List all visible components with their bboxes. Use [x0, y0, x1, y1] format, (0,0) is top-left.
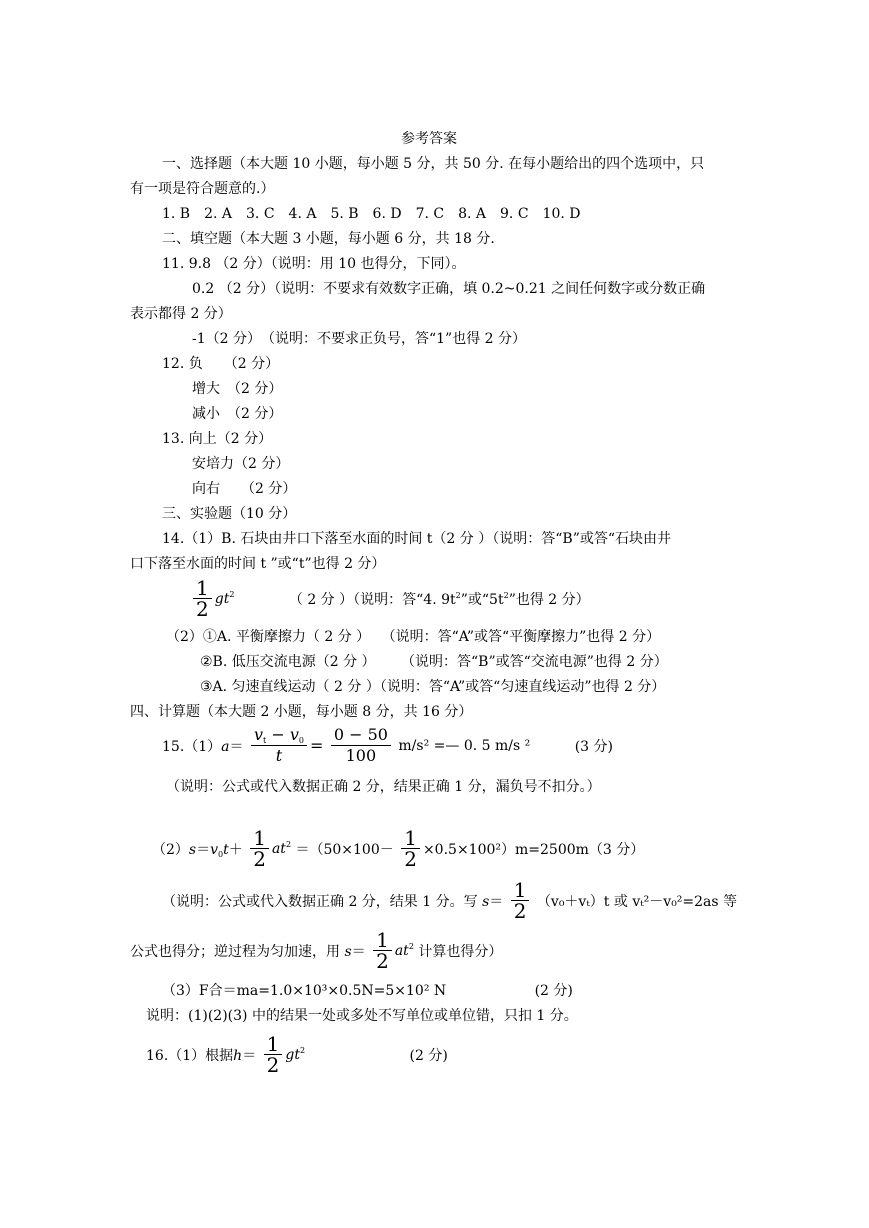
section3-heading: 三、实验题（10 分）	[162, 506, 297, 522]
half-fraction-2: $\frac{1}{2}$	[250, 828, 269, 869]
half-fraction: $\frac{1}{2}$	[193, 578, 212, 619]
q14-2-line2: ②B. 低压交流电源（2 分 ） （说明：答“B”或答“交流电源”也得 2 分）	[200, 654, 668, 670]
section1-heading-cont: 有一项是符合题意的.）	[130, 181, 275, 197]
q11-line1: 11. 9.8 （2 分）（说明：用 10 也得分，下同）。	[162, 256, 466, 272]
q12-line2: 增大 （2 分）	[192, 381, 283, 397]
q14-note-c: ”也得 2 分）	[508, 591, 590, 608]
q15-2-note-line1: （说明：公式或代入数据正确 2 分，结果 1 分。写 s＝ $\frac{1}{2}$ （v₀＋vₜ）t 或 vₜ²－v₀²=2as 等	[162, 878, 738, 923]
accel-fraction-right: $\frac{0 - 50}{100}$	[331, 725, 391, 766]
half-fraction-6: $\frac{1}{2}$	[264, 1034, 283, 1075]
q11-line4: -1（2 分） （说明：不要求正负号，答“1”也得 2 分）	[192, 331, 527, 347]
q15-2-note-line2: 公式也得分；逆过程为匀加速，用 s＝ $\frac{1}{2}$ $at^2$ 计算也得分）	[130, 928, 503, 973]
q15-1-score: (3 分)	[574, 738, 613, 755]
half-fraction-3: $\frac{1}{2}$	[401, 828, 420, 869]
q15-units-note: 说明：(1)(2)(3) 中的结果一处或多处不写单位或单位错，只扣 1 分。	[146, 1008, 578, 1024]
q15-1-result: m/s² =— 0. 5 m/s ²	[398, 737, 531, 754]
q16-1-line: 16.（1）根据h＝ $\frac{1}{2}$ $gt^2$ (2 分)	[146, 1032, 448, 1077]
section4-heading: 四、计算题（本大题 2 小题，每小题 8 分，共 16 分）	[130, 704, 473, 720]
q12-line1: 12. 负 （2 分）	[162, 356, 280, 372]
q16-score: (2 分)	[409, 1047, 448, 1064]
q13-line3: 向右 （2 分）	[192, 481, 297, 497]
q14-2-line3: ③A. 匀速直线运动（ 2 分 ）（说明：答“A”或答“匀速直线运动”也得 2 分）	[200, 679, 666, 695]
q13-line2: 安培力（2 分）	[192, 456, 290, 472]
section2-heading: 二、填空题（本大题 3 小题，每小题 6 分，共 18 分.	[162, 231, 495, 247]
q12-line3: 减小 （2 分）	[192, 406, 283, 422]
half-fraction-5: $\frac{1}{2}$	[373, 930, 392, 971]
accel-fraction-left: $\frac{v_t - v_0}{t}$	[251, 725, 307, 766]
gt-symbol: gt	[214, 590, 230, 607]
q14-note-a: （ 2 分 ）（说明：答“4. 9t	[288, 591, 456, 608]
q14-formula-line: $\frac{1}{2}$ $gt^2$ （ 2 分 ）（说明：答“4. $9t^2$”或“$5t^2$”也得 2 分）	[190, 578, 590, 619]
q15-1-line: 15.（1）a＝ $\frac{v_t - v_0}{t}$ = $\frac{0 - 50}{100}$ m/s² =— 0. 5 m/s ² (3 分)	[162, 725, 613, 765]
q15-3-line: （3）F合＝ma=1.0×10³×0.5N=5×10² N (2 分)	[162, 983, 573, 999]
q15-1-note: （说明：公式或代入数据正确 2 分，结果正确 1 分，漏负号不扣分。）	[166, 779, 601, 795]
q11-line3: 表示都得 2 分）	[130, 306, 232, 322]
section1-answers: 1. B 2. A 3. C 4. A 5. B 6. D 7. C 8. A 9. C 10. D	[162, 206, 581, 222]
q14-line2: 口下落至水面的时间 t ”或“t”也得 2 分）	[130, 556, 386, 572]
section1-heading: 一、选择题（本大题 10 小题，每小题 5 分，共 50 分. 在每小题给出的四个选项中，只	[162, 156, 705, 172]
half-fraction-4: $\frac{1}{2}$	[511, 880, 530, 921]
page-title: 参考答案	[401, 131, 457, 147]
q15-2-line: $(2)s=v_0t+$ $\frac{1}{2}$ $at^2 =(50\times 100-$ $\frac{1}{2}$ ×0.5×100²）m=2500m（3 分）	[152, 826, 645, 871]
q14-2-line1: （2）①A. 平衡摩擦力（ 2 分 ） （说明：答“A”或答“平衡摩擦力”也得 2 分）	[166, 629, 661, 645]
q11-line2: 0.2 （2 分）（说明：不要求有效数字正确，填 0.2~0.21 之间任何数字或分数正确	[192, 281, 706, 297]
q14-line1: 14.（1）B. 石块由井口下落至水面的时间 t（2 分 ）（说明：答“B”或答“石块由井	[162, 531, 672, 547]
q14-note-b: ”或“5t	[460, 591, 504, 608]
q13-line1: 13. 向上（2 分）	[162, 431, 273, 447]
